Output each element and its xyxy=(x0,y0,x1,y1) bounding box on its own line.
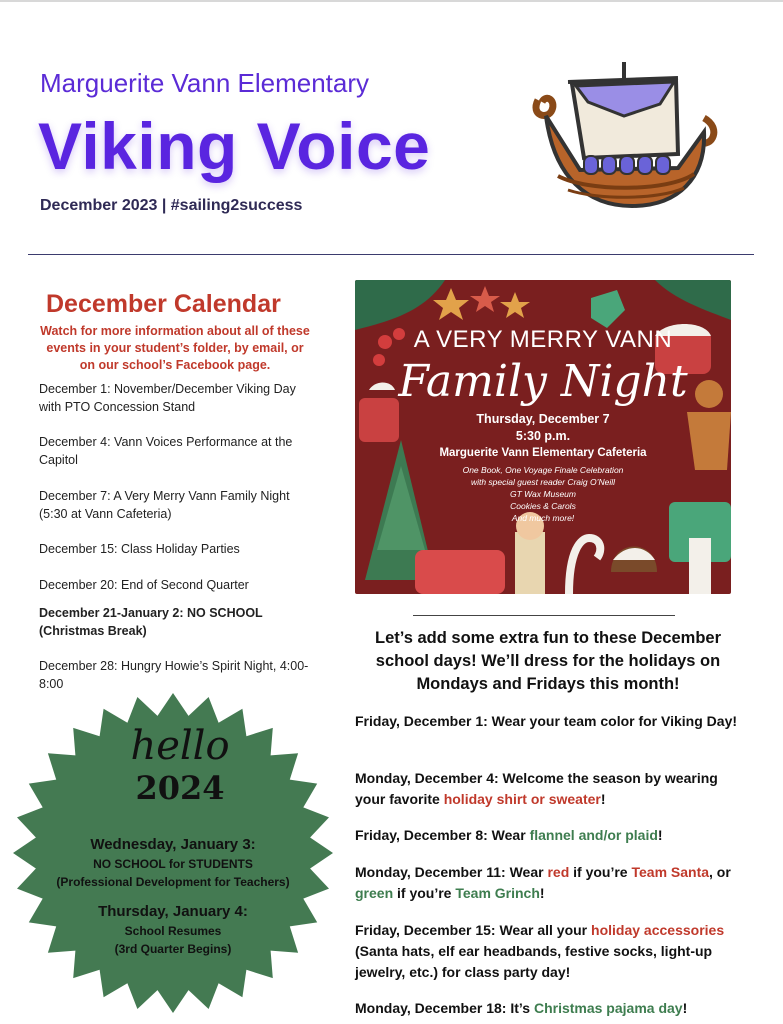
date-line: December 2023 | #sailing2success xyxy=(40,197,303,214)
highlight-text: Christmas pajama day xyxy=(533,1000,683,1016)
school-name: Marguerite Vann Elementary xyxy=(40,68,370,98)
dress-day-dec-15 xyxy=(355,920,745,983)
poster-time: 5:30 p.m. xyxy=(515,429,571,443)
day-text: Monday, December 18: It’s xyxy=(355,1000,534,1016)
badge-hello xyxy=(105,725,255,809)
dress-day-dec-4 xyxy=(355,768,745,810)
poster-script: Family Night xyxy=(398,356,688,407)
highlight-text: red xyxy=(547,864,570,880)
poster-top: A VERY MERRY VANN xyxy=(413,326,673,353)
day-text: Friday, December 8: Wear xyxy=(355,827,530,843)
calendar-event: December 20: End of Second Quarter xyxy=(39,578,249,592)
day-text: (Santa hats, elf ear headbands, festive socks, light-up jewelry, etc.) for class party day! xyxy=(355,943,713,980)
calendar-note: Watch for more information about all of these events in your student’s folder, by email, or on our school’s Facebook page. xyxy=(40,324,310,372)
calendar-event: December 21-January 2: NO SCHOOL (Christmas Break) xyxy=(39,606,263,638)
day-text: , or xyxy=(709,864,731,880)
calendar-event: December 4: Vann Voices Performance at the Capitol xyxy=(39,435,293,467)
day-text: Monday, December 11: Wear xyxy=(355,864,548,880)
day-text: ! xyxy=(657,827,663,843)
poster-place: Marguerite Vann Elementary Cafeteria xyxy=(439,447,647,459)
day-text: Friday, December 15: Wear all your xyxy=(355,922,592,938)
badge-line2-b: (3rd Quarter Begins) xyxy=(114,942,232,956)
badge-line1-title: Wednesday, January 3: xyxy=(90,836,256,853)
highlight-text: Team Santa xyxy=(631,864,710,880)
calendar-event: December 28: Hungry Howie’s Spirit Night, 4:00-8:00 xyxy=(39,659,309,691)
poster-detail: GT Wax Museum xyxy=(510,489,576,499)
calendar-title: December Calendar xyxy=(46,290,281,318)
day-text: if you’re xyxy=(569,864,632,880)
dress-day-dec-8 xyxy=(355,825,745,846)
dress-up-intro: Let’s add some extra fun to these December school days! We’ll dress for the holidays on Mondays and Fridays this month! xyxy=(375,629,721,693)
day-text: ! xyxy=(600,791,606,807)
day-text: Monday, December 4: Welcome the season by wearing your favorite xyxy=(355,770,718,807)
poster-date: Thursday, December 7 xyxy=(476,412,610,426)
day-text: ! xyxy=(682,1000,688,1016)
poster-detail: One Book, One Voyage Finale Celebration xyxy=(462,465,624,475)
highlight-text: holiday accessories xyxy=(591,922,725,938)
poster-detail: And much more! xyxy=(511,513,575,523)
badge-hello-word: hello xyxy=(130,723,230,769)
viking-ship-icon xyxy=(528,58,724,218)
badge-line2-a: School Resumes xyxy=(124,924,222,938)
header-divider xyxy=(28,254,754,255)
day-text: if you’re xyxy=(393,885,456,901)
calendar-event: December 1: November/December Viking Day with PTO Concession Stand xyxy=(39,382,296,414)
dress-day-dec-11 xyxy=(355,862,745,904)
newsletter-title: Viking Voice xyxy=(38,109,431,183)
day-text: ! xyxy=(539,885,545,901)
badge-line1-a: NO SCHOOL for STUDENTS xyxy=(93,857,253,871)
highlight-text: green xyxy=(355,885,394,901)
highlight-text: holiday shirt or sweater xyxy=(443,791,601,807)
highlight-text: Team Grinch xyxy=(455,885,540,901)
day-text: Friday, December 1: Wear your team color for Viking Day! xyxy=(355,713,738,729)
calendar-event: December 15: Class Holiday Parties xyxy=(39,542,240,556)
dress-day-dec-18 xyxy=(355,998,745,1019)
poster-detail: Cookies & Carols xyxy=(510,501,576,511)
badge-line1-b: (Professional Development for Teachers) xyxy=(56,875,290,889)
badge-line2-title: Thursday, January 4: xyxy=(98,903,248,920)
badge-year: 2024 xyxy=(135,769,225,807)
poster-detail: with special guest reader Craig O’Neill xyxy=(470,477,616,487)
section-divider xyxy=(413,615,675,616)
top-border xyxy=(0,0,783,2)
highlight-text: flannel and/or plaid xyxy=(529,827,658,843)
calendar-event: December 7: A Very Merry Vann Family Night (5:30 at Vann Cafeteria) xyxy=(39,489,290,521)
dress-day-dec-1 xyxy=(355,711,745,732)
